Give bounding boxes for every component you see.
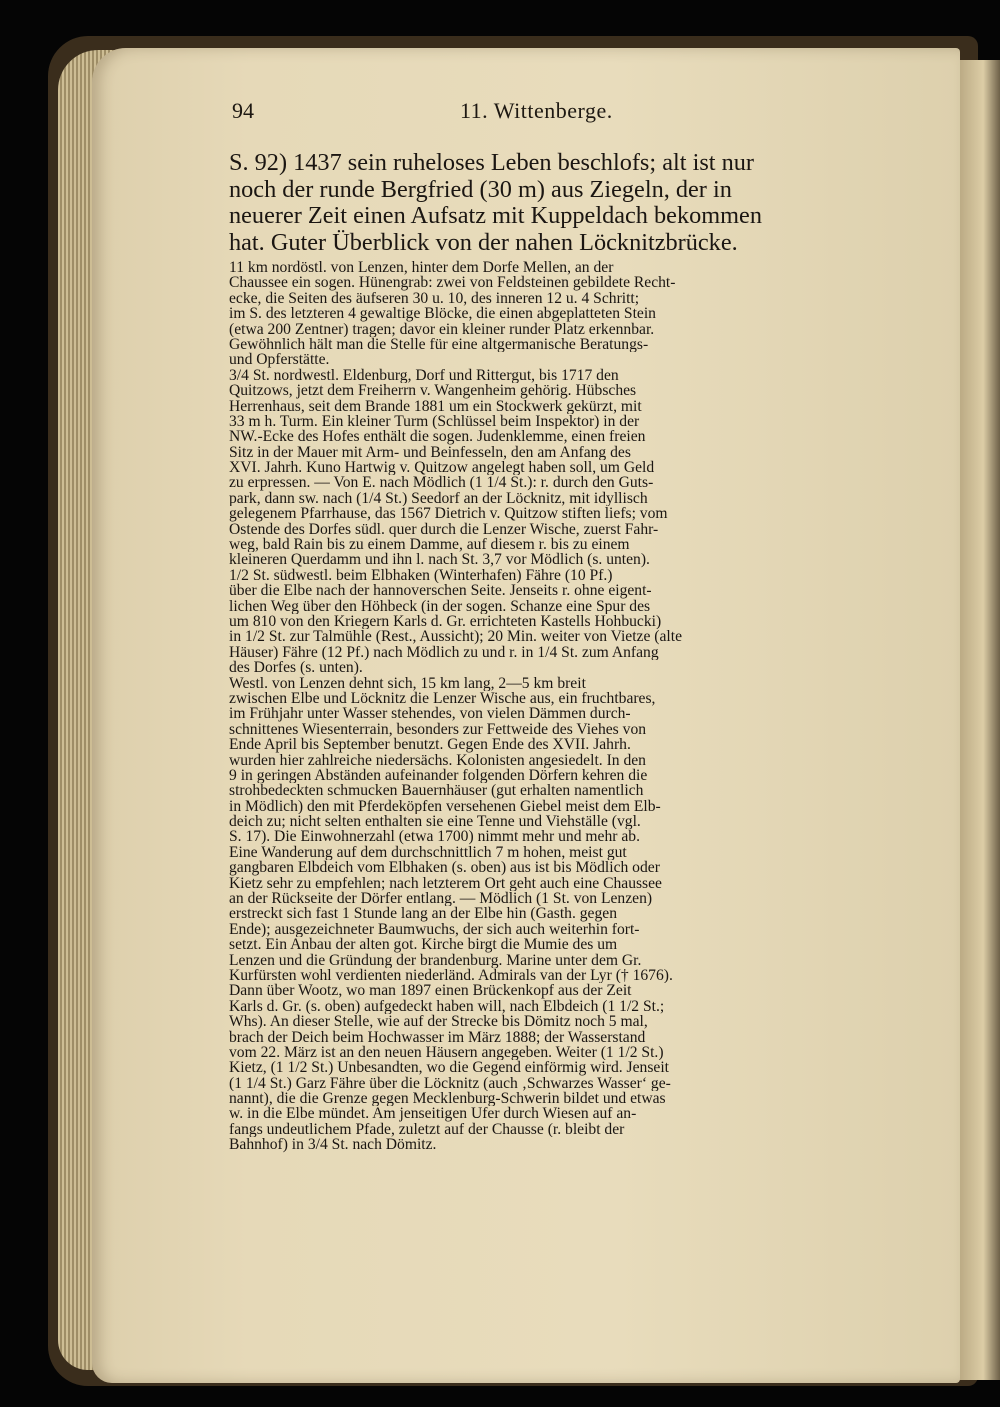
text-line: um 810 von den Kriegern Karls d. Gr. errichteten Kastells Hohbucki) xyxy=(229,613,662,630)
text-line: brach der Deich beim Hochwasser im März 1888; der Wasserstand xyxy=(229,1029,646,1045)
text-line: setzt. Ein Anbau der alten got. Kirche birgt die Mumie des um xyxy=(229,937,618,953)
text-line: im S. des letzteren 4 gewaltige Blöcke, die einen abgeplatteten Stein xyxy=(229,306,656,322)
text-line: (1 1/4 St.) Garz Fähre über die Löcknitz (auch ‚Schwarzes Wasser‘ ge- xyxy=(229,1075,671,1092)
text-line: Eine Wanderung auf dem durchschnittlich 7 m hohen, meist gut xyxy=(229,844,627,861)
text-line: 11 km nordöstl. von Lenzen, hinter dem Dorfe Mellen, an der xyxy=(229,260,614,276)
text-line: lichen Weg über den Höhbeck (in der sogen. Schanze eine Spur des xyxy=(229,598,651,614)
text-line: Herrenhaus, seit dem Brande 1881 um ein Stockwerk gekürzt, mit xyxy=(229,398,642,414)
text-line: neuerer Zeit einen Aufsatz mit Kuppeldach bekommen xyxy=(229,203,762,229)
text-line: kleineren Querdamm und ihn l. nach St. 3,7 vor Mödlich (s. unten). xyxy=(229,552,650,568)
page-number: 94 xyxy=(232,98,254,123)
text-line: Karls d. Gr. (s. oben) aufgedeckt haben will, nach Elbdeich (1 1/2 St.; xyxy=(229,998,665,1015)
text-line: Ende); ausgezeichneter Baumwuchs, der sich auch weiterhin fort- xyxy=(229,921,640,938)
text-line: NW.-Ecke des Hofes enthält die sogen. Judenklemme, einen freien xyxy=(229,429,646,445)
text-line: Kietz sehr zu empfehlen; nach letzterem Ort geht auch eine Chaussee xyxy=(229,875,662,892)
text-line: S. 17). Die Einwohnerzahl (etwa 1700) nimmt mehr und mehr ab. xyxy=(229,829,640,845)
text-line: (etwa 200 Zentner) tragen; davor ein kleiner runder Platz erkennbar. xyxy=(229,321,655,337)
text-line: gelegenem Pfarrhause, das 1567 Dietrich v. Quitzow stiften liefs; vom xyxy=(229,506,668,522)
text-line: hat. Guter Überblick von der nahen Löcknitzbrücke. xyxy=(229,229,738,256)
text-line: park, dann sw. nach (1/4 St.) Seedorf an der Löcknitz, mit idyllisch xyxy=(229,490,648,507)
text-line: fangs undeutlichem Pfade, zuletzt auf der Chausse (r. bleibt der xyxy=(229,1121,625,1138)
page-text xyxy=(229,150,873,1153)
text-line: 9 in geringen Abständen aufeinander folgenden Dörfern kehren die xyxy=(229,767,648,784)
text-line: erstreckt sich fast 1 Stunde lang an der Elbe hin (Gasth. gegen xyxy=(229,906,617,922)
text-line: gangbaren Elbdeich vom Elbhaken (s. oben) aus ist bis Mödlich oder xyxy=(229,860,660,876)
text-line: im Frühjahr unter Wasser stehendes, von vielen Dämmen durch- xyxy=(229,706,631,722)
text-line: an der Rückseite der Dörfer entlang. — Mödlich (1 St. von Lenzen) xyxy=(229,891,653,907)
text-line: ecke, die Seiten des äufseren 30 u. 10, des inneren 12 u. 4 Schritt; xyxy=(229,290,640,307)
running-head xyxy=(232,98,872,132)
text-line: 33 m h. Turm. Ein kleiner Turm (Schlüssel beim Inspektor) in der xyxy=(229,413,640,430)
text-line: Ende April bis September benutzt. Gegen Ende des XVII. Jahrh. xyxy=(229,737,631,753)
text-line: deich zu; nicht selten enthalten sie eine Tenne und Viehställe (vgl. xyxy=(229,814,641,830)
text-line: w. in die Elbe mündet. Am jenseitigen Ufer durch Wiesen auf an- xyxy=(229,1106,637,1122)
text-line: zwischen Elbe und Löcknitz die Lenzer Wische aus, ein fruchtbares, xyxy=(229,690,656,707)
text-line: Dann über Wootz, wo man 1897 einen Brückenkopf aus der Zeit xyxy=(229,983,632,999)
text-line: Bahnhof) in 3/4 St. nach Dömitz. xyxy=(229,1137,437,1153)
text-line: Häuser) Fähre (12 Pf.) nach Mödlich zu und r. in 1/4 St. zum Anfang xyxy=(229,644,659,661)
next-page-edge xyxy=(958,60,1000,1380)
text-line: Lenzen und die Gründung der brandenburg. Marine unter dem Gr. xyxy=(229,952,642,968)
text-line: Kurfürsten wohl verdienten niederländ. Admirals van der Lyr († 1676). xyxy=(229,967,673,984)
text-line: 1/2 St. südwestl. beim Elbhaken (Winterhafen) Fähre (10 Pf.) xyxy=(229,567,613,584)
text-line: Ostende des Dorfes südl. quer durch die Lenzer Wische, zuerst Fahr- xyxy=(229,521,659,538)
text-line: strohbedeckten schmucken Bauernhäuser (gut erhalten namentlich xyxy=(229,783,644,799)
text-line: des Dorfes (s. unten). xyxy=(229,660,363,676)
text-line: in 1/2 St. zur Talmühle (Rest., Aussicht); 20 Min. weiter von Vietze (alte xyxy=(229,629,683,645)
chapter-title: 11. Wittenberge. xyxy=(460,98,613,123)
text-line: 3/4 St. nordwestl. Eldenburg, Dorf und Rittergut, bis 1717 den xyxy=(229,367,619,384)
text-line: Sitz in der Mauer mit Arm- und Beinfesseln, den am Anfang des xyxy=(229,444,631,461)
text-line: XVI. Jahrh. Kuno Hartwig v. Quitzow angelegt haben soll, um Geld xyxy=(229,460,655,476)
text-line: Chaussee ein sogen. Hünengrab: zwei von Feldsteinen gebildete Recht- xyxy=(229,275,676,291)
text-line: vom 22. März ist an den neuen Häusern angegeben. Weiter (1 1/2 St.) xyxy=(229,1044,664,1061)
text-line: zu erpressen. — Von E. nach Mödlich (1 1/4 St.): r. durch den Guts- xyxy=(229,475,654,491)
text-line: wurden hier zahlreiche niedersächs. Kolonisten angesiedelt. In den xyxy=(229,752,646,768)
text-line: über die Elbe nach der hannoverschen Seite. Jenseits r. ohne eigent- xyxy=(229,583,652,599)
text-line: Kietz, (1 1/2 St.) Unbesandten, wo die Gegend einförmig wird. Jenseit xyxy=(229,1060,669,1076)
text-line: Whs). An dieser Stelle, wie auf der Strecke bis Dömitz noch 5 mal, xyxy=(229,1014,648,1030)
text-line: weg, bald Rain bis zu einem Damme, auf diesem r. bis zu einem xyxy=(229,537,630,553)
text-line: und Opferstätte. xyxy=(229,352,330,368)
text-line: Gewöhnlich hält man die Stelle für eine altgermanische Beratungs- xyxy=(229,336,649,353)
text-line: nannt), die die Grenze gegen Mecklenburg-Schwerin bildet und etwas xyxy=(229,1091,666,1107)
text-line: in Mödlich) den mit Pferdeköpfen versehenen Giebel meist dem Elb- xyxy=(229,798,661,815)
text-line: S. 92) 1437 sein ruheloses Leben beschlofs; alt ist nur xyxy=(229,150,754,176)
text-line: Quitzows, jetzt dem Freiherrn v. Wangenheim gehörig. Hübsches xyxy=(229,383,637,399)
text-line: schnittenes Wiesenterrain, besonders zur Fettweide des Viehes von xyxy=(229,721,647,738)
text-line: noch der runde Bergfried (30 m) aus Ziegeln, der in xyxy=(229,176,732,203)
text-line: Westl. von Lenzen dehnt sich, 15 km lang, 2—5 km breit xyxy=(229,675,586,691)
